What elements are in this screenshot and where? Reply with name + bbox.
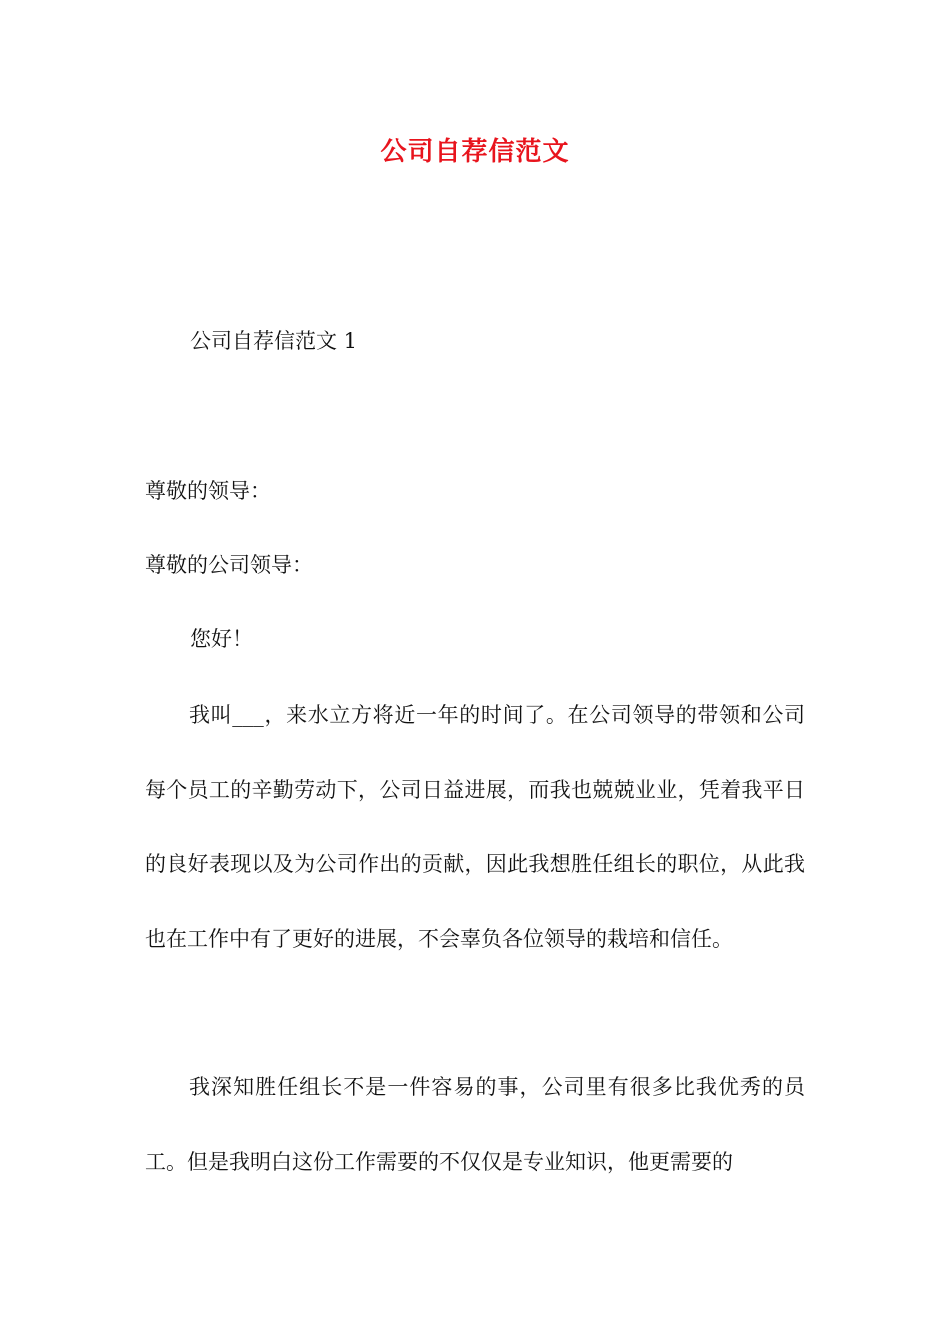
salutation-line-1: 尊敬的领导： (145, 479, 271, 503)
document-title: 公司自荐信范文 (380, 137, 570, 167)
salutation-line-2: 尊敬的公司领导： (145, 553, 313, 577)
paragraph-2: 我深知胜任组长不是一件容易的事，公司里有很多比我优秀的员工。但是我明白这份工作需要的不仅仅是专业知识，他更需要的 (145, 1075, 805, 1174)
paragraph-1: 我叫___，来水立方将近一年的时间了。在公司领导的带领和公司每个员工的辛勤劳动下，公司日益进展，而我也兢兢业业，凭着我平日的良好表现以及为公司作出的贡献，因此我想胜任组长的职位，从此我也在工作中有了更好的进展，不会辜负各位领导的栽培和信任。 (145, 703, 805, 951)
greeting-line: 您好！ (190, 627, 253, 651)
section-heading: 公司自荐信范文 1 (190, 329, 358, 353)
